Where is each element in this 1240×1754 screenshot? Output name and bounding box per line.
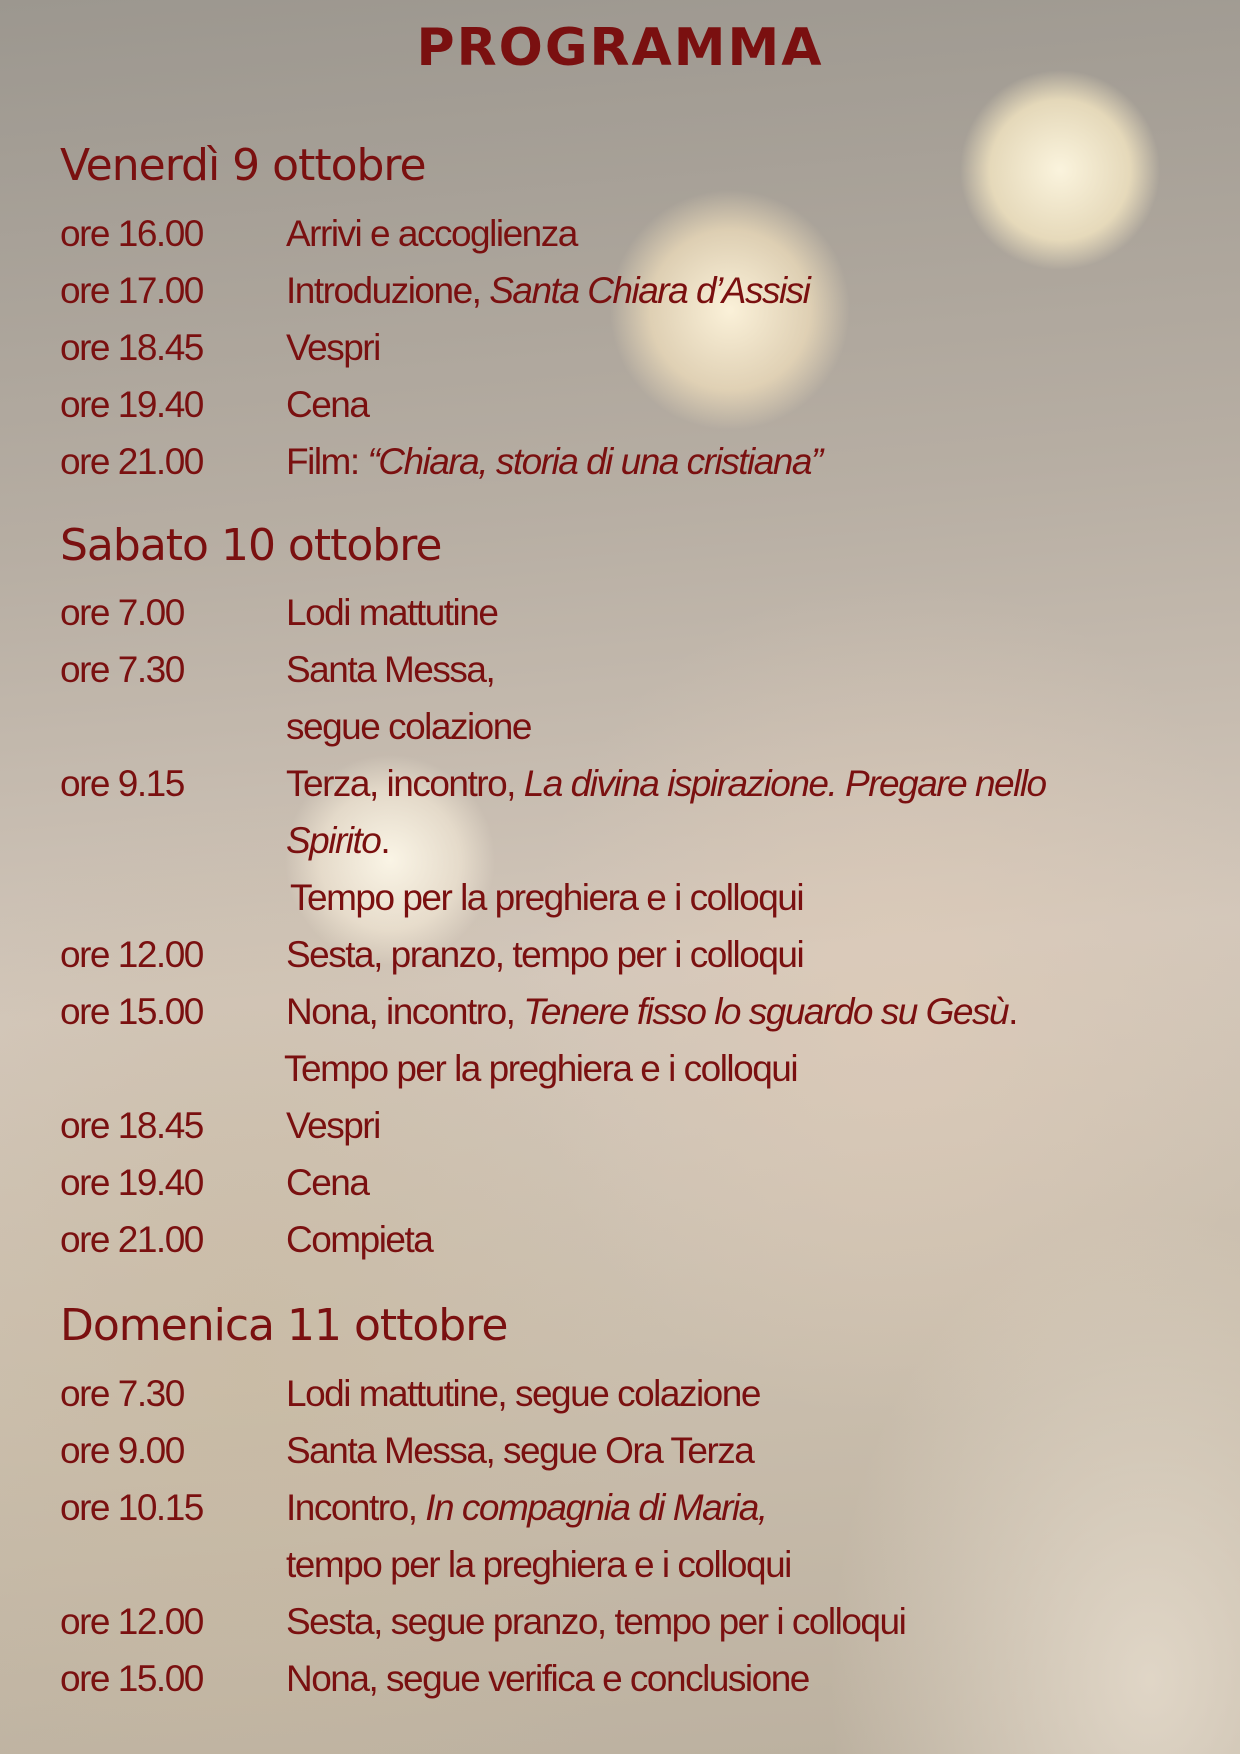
activity-continuation: Tempo per la preghiera e i colloqui <box>290 877 804 918</box>
activity-label: Vespri <box>286 327 380 368</box>
activity-label: Sesta, pranzo, tempo per i colloqui <box>286 934 804 975</box>
time-label: ore 19.40 <box>60 384 203 425</box>
time-label: ore 7.30 <box>60 1373 184 1414</box>
time-label: ore 15.00 <box>60 1658 203 1699</box>
time-label: ore 21.00 <box>60 441 203 482</box>
activity-label: Cena <box>286 1162 369 1203</box>
time-label: ore 9.15 <box>60 763 184 804</box>
activity-label: Nona, segue verifica e conclusione <box>286 1658 809 1699</box>
time-label: ore 7.30 <box>60 649 184 690</box>
time-label: ore 7.00 <box>60 592 184 633</box>
time-label: ore 16.00 <box>60 213 203 254</box>
activity-label: Vespri <box>286 1105 380 1146</box>
activity-label: Film: “Chiara, storia di una cristiana” <box>286 441 822 482</box>
activity-label: Nona, incontro, Tenere fisso lo sguardo su Gesù. <box>286 991 1017 1032</box>
time-label: ore 10.15 <box>60 1487 203 1528</box>
activity-continuation: tempo per la preghiera e i colloqui <box>286 1544 791 1585</box>
activity-label: Introduzione, Santa Chiara d’Assisi <box>286 270 810 311</box>
day-heading-sunday: Domenica 11 ottobre <box>60 1300 508 1351</box>
time-label: ore 19.40 <box>60 1162 203 1203</box>
time-label: ore 9.00 <box>60 1430 184 1471</box>
activity-label: Arrivi e accoglienza <box>286 213 577 254</box>
activity-continuation: Spirito. <box>286 820 390 861</box>
day-heading-friday: Venerdì 9 ottobre <box>60 140 426 191</box>
time-label: ore 15.00 <box>60 991 203 1032</box>
activity-label: Terza, incontro, La divina ispirazione. Pregare nello <box>286 763 1046 804</box>
time-label: ore 21.00 <box>60 1219 203 1260</box>
activity-label: Cena <box>286 384 369 425</box>
activity-continuation: segue colazione <box>286 706 531 747</box>
activity-label: Santa Messa, <box>286 649 495 690</box>
activity-label: Sesta, segue pranzo, tempo per i colloqui <box>286 1601 906 1642</box>
activity-label: Compieta <box>286 1219 433 1260</box>
time-label: ore 17.00 <box>60 270 203 311</box>
time-label: ore 18.45 <box>60 1105 203 1146</box>
page-title: PROGRAMMA <box>416 18 824 78</box>
time-label: ore 12.00 <box>60 934 203 975</box>
time-label: ore 18.45 <box>60 327 203 368</box>
time-label: ore 12.00 <box>60 1601 203 1642</box>
activity-label: Incontro, In compagnia di Maria, <box>286 1487 767 1528</box>
activity-label: Lodi mattutine <box>286 592 498 633</box>
activity-label: Lodi mattutine, segue colazione <box>286 1373 760 1414</box>
activity-continuation: Tempo per la preghiera e i colloqui <box>284 1048 798 1089</box>
activity-label: Santa Messa, segue Ora Terza <box>286 1430 754 1471</box>
day-heading-saturday: Sabato 10 ottobre <box>60 520 442 571</box>
